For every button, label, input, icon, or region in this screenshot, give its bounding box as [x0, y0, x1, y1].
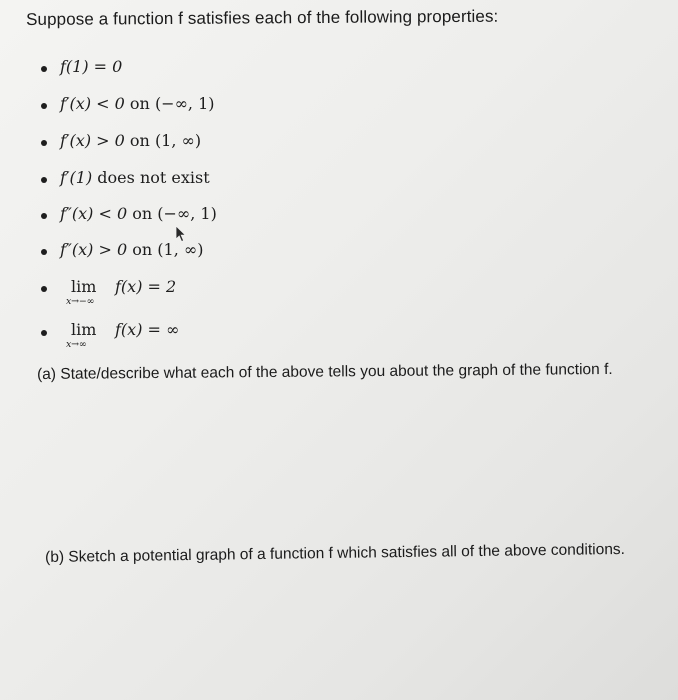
arrow-cursor-icon: [174, 225, 188, 243]
question-a: (a) State/describe what each of the above tells you about the graph of the function f.: [37, 360, 613, 383]
property-expression: f(1) = 0: [60, 57, 123, 76]
lim-operator: lim: [71, 320, 97, 339]
lim-subscript: x→−∞: [66, 296, 95, 307]
lim-operator: lim: [71, 277, 97, 296]
property-expression: f′(x) < 0: [60, 94, 125, 113]
bullet: [41, 330, 47, 336]
property-expression: f″(x) > 0: [60, 240, 128, 259]
bullet: [41, 177, 47, 183]
property-condition: on (−∞, 1): [124, 94, 215, 113]
lim-subscript: x→∞: [66, 339, 87, 350]
property-expression: f″(x) < 0: [60, 204, 128, 223]
property-condition: on (1, ∞): [124, 131, 202, 150]
bullet: [41, 66, 47, 72]
bullet: [41, 286, 47, 292]
property-2: [60, 94, 215, 113]
property-1: [60, 57, 122, 76]
property-4: [60, 168, 210, 187]
property-expression: f′(x) > 0: [60, 131, 125, 150]
bullet: [41, 249, 47, 255]
lim-expression: f(x) = ∞: [115, 320, 180, 339]
property-3: [60, 131, 201, 150]
limit-pos-infinity: [66, 320, 211, 354]
question-b: (b) Sketch a potential graph of a function f which satisfies all of the above conditions.: [45, 540, 626, 566]
property-expression: f′(1): [60, 168, 93, 187]
property-5: [60, 204, 217, 223]
property-condition: on (−∞, 1): [127, 204, 217, 223]
bullet: [41, 213, 47, 219]
problem-intro: Suppose a function f satisfies each of the following properties:: [26, 6, 499, 29]
property-condition: on (1, ∞): [127, 240, 204, 259]
lim-expression: f(x) = 2: [115, 277, 177, 296]
property-condition: does not exist: [92, 168, 210, 187]
bullet: [41, 103, 47, 109]
limit-neg-infinity: [66, 277, 211, 311]
bullet: [41, 140, 47, 146]
